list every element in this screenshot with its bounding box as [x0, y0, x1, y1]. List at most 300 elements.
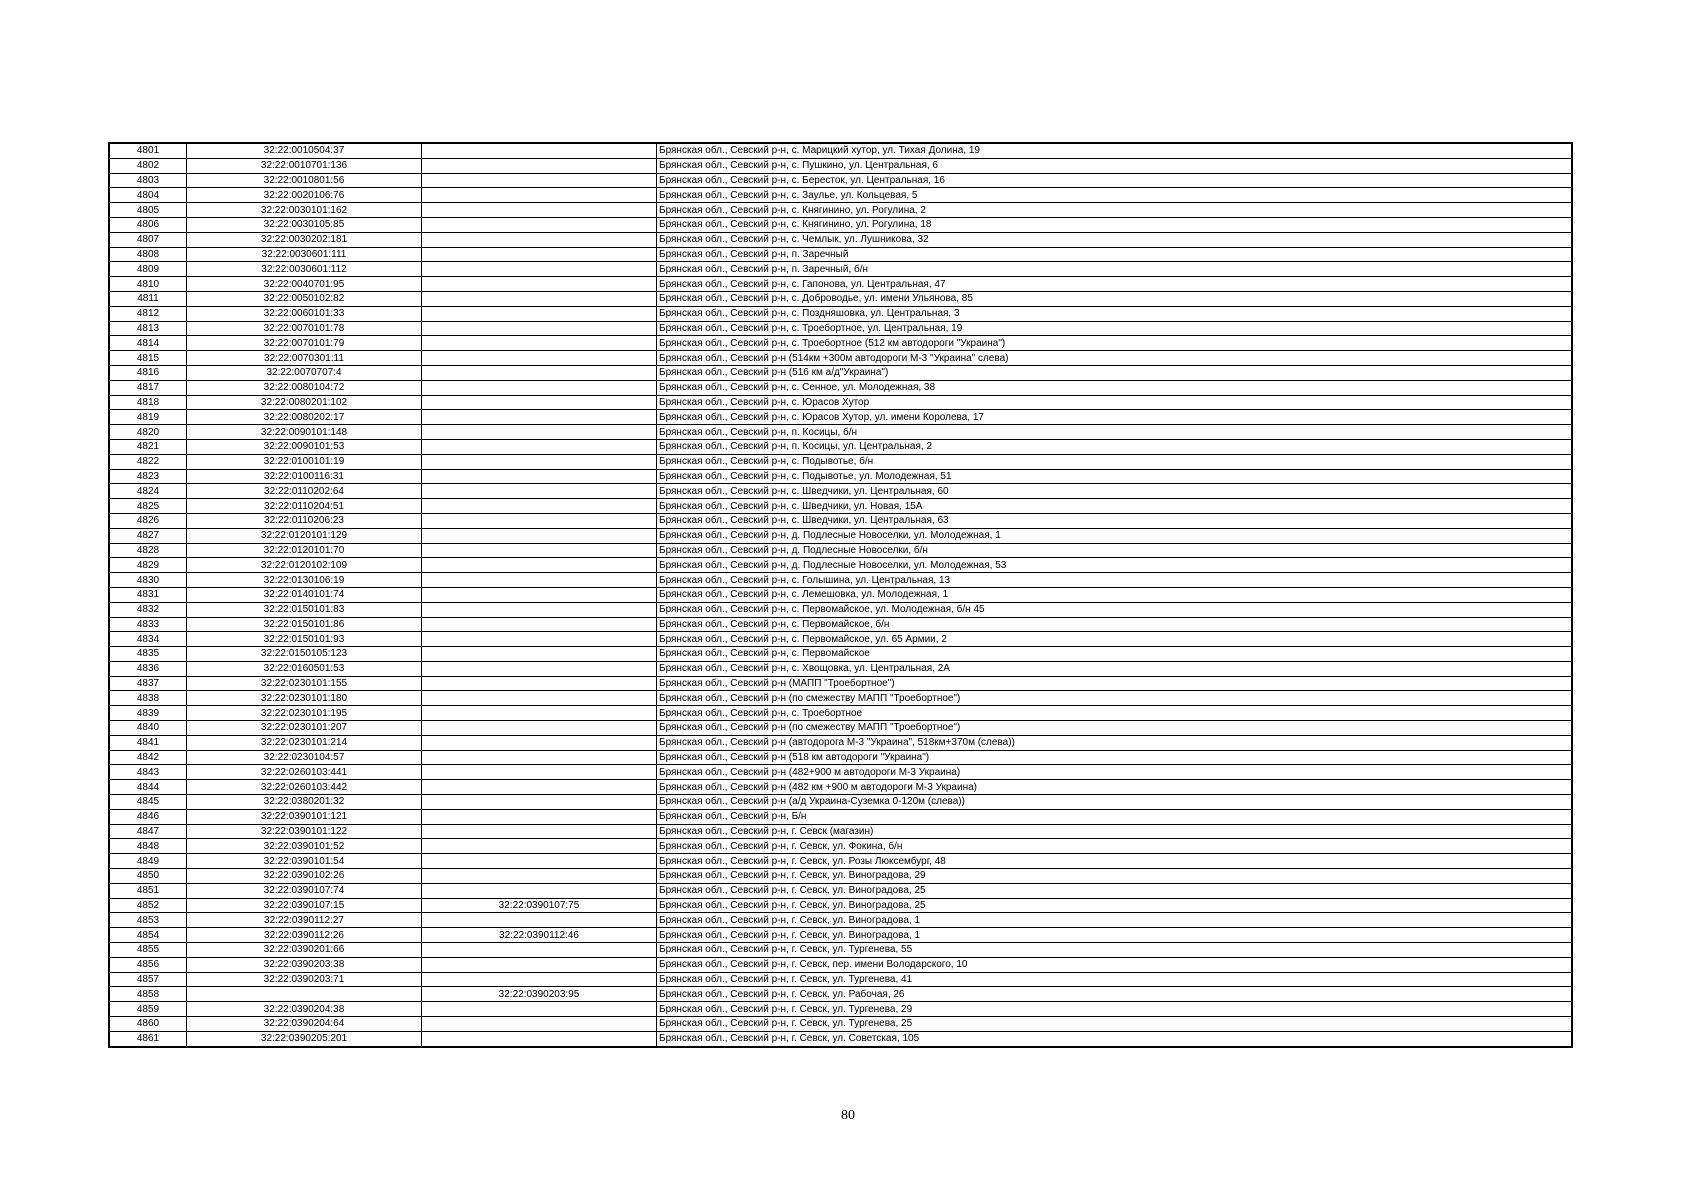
table-row [110, 425, 1572, 440]
cadastral-number-cell: 32:22:0390107:15 [187, 898, 422, 913]
table-row [110, 380, 1572, 395]
table-row [110, 351, 1572, 366]
secondary-cadastral-number-cell [422, 188, 657, 203]
secondary-cadastral-number-cell [422, 750, 657, 765]
cadastral-number-cell: 32:22:0120101:129 [187, 528, 422, 543]
table-row [110, 869, 1572, 884]
row-number-cell: 4844 [110, 780, 187, 795]
secondary-cadastral-number-cell [422, 543, 657, 558]
cadastral-number-cell: 32:22:0390203:38 [187, 957, 422, 972]
address-cell: Брянская обл., Севский р-н (516 км а/д"Украина") [657, 365, 1572, 380]
address-cell: Брянская обл., Севский р-н, с. Лемешовка, ул. Молодежная, 1 [657, 587, 1572, 602]
address-cell: Брянская обл., Севский р-н, с. Троебортное (512 км автодороги "Украина") [657, 336, 1572, 351]
cadastral-number-cell: 32:22:0110206:23 [187, 513, 422, 528]
address-cell: Брянская обл., Севский р-н, с. Марицкий хутор, ул. Тихая Долина, 19 [657, 144, 1572, 159]
address-cell: Брянская обл., Севский р-н (по смежеству МАПП "Троебортное") [657, 691, 1572, 706]
row-number-cell: 4856 [110, 957, 187, 972]
table-row [110, 336, 1572, 351]
row-number-cell: 4838 [110, 691, 187, 706]
address-cell: Брянская обл., Севский р-н (автодорога М-3 "Украина", 518км+370м (слева)) [657, 735, 1572, 750]
table-row [110, 306, 1572, 321]
row-number-cell: 4860 [110, 1017, 187, 1032]
secondary-cadastral-number-cell [422, 499, 657, 514]
row-number-cell: 4847 [110, 824, 187, 839]
row-number-cell: 4819 [110, 410, 187, 425]
address-cell: Брянская обл., Севский р-н, Б/н [657, 809, 1572, 824]
table-row [110, 1031, 1572, 1046]
cadastral-number-cell: 32:22:0390112:27 [187, 913, 422, 928]
address-cell: Брянская обл., Севский р-н, с. Первомайское, ул. Молодежная, б/н 45 [657, 602, 1572, 617]
address-cell: Брянская обл., Севский р-н, п. Заречный, б/н [657, 262, 1572, 277]
registry-table-body [110, 144, 1572, 1047]
secondary-cadastral-number-cell: 32:22:0390107:75 [422, 898, 657, 913]
secondary-cadastral-number-cell [422, 943, 657, 958]
cadastral-number-cell: 32:22:0080201:102 [187, 395, 422, 410]
cadastral-number-cell: 32:22:0030101:162 [187, 203, 422, 218]
table-row [110, 824, 1572, 839]
table-row [110, 513, 1572, 528]
cadastral-number-cell: 32:22:0230101:155 [187, 676, 422, 691]
cadastral-number-cell: 32:22:0260103:442 [187, 780, 422, 795]
row-number-cell: 4836 [110, 661, 187, 676]
table-row [110, 883, 1572, 898]
table-row [110, 1017, 1572, 1032]
secondary-cadastral-number-cell [422, 1002, 657, 1017]
address-cell: Брянская обл., Севский р-н, г. Севск, ул. Виноградова, 25 [657, 883, 1572, 898]
table-row [110, 365, 1572, 380]
table-row [110, 795, 1572, 810]
address-cell: Брянская обл., Севский р-н, с. Шведчики, ул. Центральная, 60 [657, 484, 1572, 499]
table-row [110, 987, 1572, 1002]
address-cell: Брянская обл., Севский р-н, с. Юрасов Хутор [657, 395, 1572, 410]
cadastral-number-cell: 32:22:0030202:181 [187, 232, 422, 247]
row-number-cell: 4811 [110, 291, 187, 306]
table-row [110, 499, 1572, 514]
secondary-cadastral-number-cell [422, 824, 657, 839]
cadastral-number-cell: 32:22:0130106:19 [187, 573, 422, 588]
table-row [110, 291, 1572, 306]
cadastral-number-cell: 32:22:0390201:66 [187, 943, 422, 958]
secondary-cadastral-number-cell [422, 158, 657, 173]
address-cell: Брянская обл., Севский р-н, г. Севск, ул. Виноградова, 29 [657, 869, 1572, 884]
secondary-cadastral-number-cell [422, 277, 657, 292]
cadastral-number-cell: 32:22:0380201:32 [187, 795, 422, 810]
table-row [110, 277, 1572, 292]
row-number-cell: 4820 [110, 425, 187, 440]
address-cell: Брянская обл., Севский р-н, с. Гапонова, ул. Центральная, 47 [657, 277, 1572, 292]
cadastral-number-cell: 32:22:0150105:123 [187, 647, 422, 662]
row-number-cell: 4857 [110, 972, 187, 987]
cadastral-number-cell: 32:22:0390204:64 [187, 1017, 422, 1032]
row-number-cell: 4801 [110, 144, 187, 159]
secondary-cadastral-number-cell [422, 1031, 657, 1046]
secondary-cadastral-number-cell [422, 454, 657, 469]
address-cell: Брянская обл., Севский р-н, д. Подлесные Новоселки, ул. Молодежная, 53 [657, 558, 1572, 573]
row-number-cell: 4852 [110, 898, 187, 913]
address-cell: Брянская обл., Севский р-н (482+900 м автодороги М-3 Украина) [657, 765, 1572, 780]
address-cell: Брянская обл., Севский р-н, г. Севск, ул. Тургенева, 55 [657, 943, 1572, 958]
row-number-cell: 4834 [110, 632, 187, 647]
address-cell: Брянская обл., Севский р-н, с. Хвощовка, ул. Центральная, 2А [657, 661, 1572, 676]
secondary-cadastral-number-cell [422, 558, 657, 573]
address-cell: Брянская обл., Севский р-н, д. Подлесные Новоселки, ул. Молодежная, 1 [657, 528, 1572, 543]
table-row [110, 454, 1572, 469]
cadastral-number-cell: 32:22:0070707:4 [187, 365, 422, 380]
address-cell: Брянская обл., Севский р-н (по смежеству МАПП "Троебортное") [657, 721, 1572, 736]
row-number-cell: 4843 [110, 765, 187, 780]
row-number-cell: 4839 [110, 706, 187, 721]
address-cell: Брянская обл., Севский р-н, г. Севск, ул. Фокина, б/н [657, 839, 1572, 854]
row-number-cell: 4859 [110, 1002, 187, 1017]
table-row [110, 439, 1572, 454]
address-cell: Брянская обл., Севский р-н, с. Сенное, ул. Молодежная, 38 [657, 380, 1572, 395]
address-cell: Брянская обл., Севский р-н, г. Севск, ул. Тургенева, 25 [657, 1017, 1572, 1032]
table-row [110, 573, 1572, 588]
cadastral-number-cell: 32:22:0010504:37 [187, 144, 422, 159]
table-row [110, 144, 1572, 159]
address-cell: Брянская обл., Севский р-н, г. Севск, ул. Виноградова, 1 [657, 928, 1572, 943]
secondary-cadastral-number-cell [422, 587, 657, 602]
table-row [110, 158, 1572, 173]
cadastral-number-cell: 32:22:0030601:111 [187, 247, 422, 262]
cadastral-number-cell: 32:22:0390204:38 [187, 1002, 422, 1017]
address-cell: Брянская обл., Севский р-н, с. Первомайское, ул. 65 Армии, 2 [657, 632, 1572, 647]
table-row [110, 943, 1572, 958]
table-row [110, 587, 1572, 602]
cadastral-number-cell: 32:22:0150101:93 [187, 632, 422, 647]
secondary-cadastral-number-cell [422, 217, 657, 232]
table-row [110, 928, 1572, 943]
secondary-cadastral-number-cell [422, 336, 657, 351]
secondary-cadastral-number-cell [422, 869, 657, 884]
secondary-cadastral-number-cell [422, 410, 657, 425]
table-row [110, 780, 1572, 795]
cadastral-number-cell: 32:22:0390101:52 [187, 839, 422, 854]
row-number-cell: 4841 [110, 735, 187, 750]
address-cell: Брянская обл., Севский р-н, с. Заулье, ул. Кольцевая, 5 [657, 188, 1572, 203]
cadastral-number-cell: 32:22:0230101:180 [187, 691, 422, 706]
cadastral-number-cell: 32:22:0110204:51 [187, 499, 422, 514]
address-cell: Брянская обл., Севский р-н, с. Бересток, ул. Центральная, 16 [657, 173, 1572, 188]
cadastral-number-cell: 32:22:0390107:74 [187, 883, 422, 898]
secondary-cadastral-number-cell [422, 883, 657, 898]
row-number-cell: 4854 [110, 928, 187, 943]
address-cell: Брянская обл., Севский р-н, п. Заречный [657, 247, 1572, 262]
cadastral-number-cell: 32:22:0090101:53 [187, 439, 422, 454]
secondary-cadastral-number-cell [422, 691, 657, 706]
row-number-cell: 4853 [110, 913, 187, 928]
address-cell: Брянская обл., Севский р-н, с. Шведчики, ул. Центральная, 63 [657, 513, 1572, 528]
secondary-cadastral-number-cell [422, 484, 657, 499]
row-number-cell: 4810 [110, 277, 187, 292]
table-row [110, 1002, 1572, 1017]
cadastral-number-cell: 32:22:0010701:136 [187, 158, 422, 173]
secondary-cadastral-number-cell [422, 439, 657, 454]
secondary-cadastral-number-cell [422, 780, 657, 795]
row-number-cell: 4807 [110, 232, 187, 247]
secondary-cadastral-number-cell [422, 395, 657, 410]
secondary-cadastral-number-cell [422, 144, 657, 159]
table-row [110, 602, 1572, 617]
cadastral-number-cell: 32:22:0140101:74 [187, 587, 422, 602]
cadastral-number-cell: 32:22:0120102:109 [187, 558, 422, 573]
address-cell: Брянская обл., Севский р-н, с. Первомайское [657, 647, 1572, 662]
row-number-cell: 4846 [110, 809, 187, 824]
address-cell: Брянская обл., Севский р-н, с. Троебортное, ул. Центральная, 19 [657, 321, 1572, 336]
cadastral-number-cell: 32:22:0080202:17 [187, 410, 422, 425]
secondary-cadastral-number-cell [422, 513, 657, 528]
address-cell: Брянская обл., Севский р-н, г. Севск, ул. Тургенева, 41 [657, 972, 1572, 987]
address-cell: Брянская обл., Севский р-н, с. Троебортное [657, 706, 1572, 721]
table-row [110, 217, 1572, 232]
secondary-cadastral-number-cell [422, 232, 657, 247]
row-number-cell: 4813 [110, 321, 187, 336]
row-number-cell: 4826 [110, 513, 187, 528]
row-number-cell: 4842 [110, 750, 187, 765]
cadastral-number-cell: 32:22:0100101:19 [187, 454, 422, 469]
row-number-cell: 4831 [110, 587, 187, 602]
address-cell: Брянская обл., Севский р-н, с. Пушкино, ул. Центральная, 6 [657, 158, 1572, 173]
address-cell: Брянская обл., Севский р-н, с. Голышина, ул. Центральная, 13 [657, 573, 1572, 588]
secondary-cadastral-number-cell [422, 913, 657, 928]
row-number-cell: 4804 [110, 188, 187, 203]
secondary-cadastral-number-cell [422, 528, 657, 543]
address-cell: Брянская обл., Севский р-н, г. Севск, ул. Виноградова, 25 [657, 898, 1572, 913]
table-row [110, 913, 1572, 928]
table-row [110, 676, 1572, 691]
table-row [110, 721, 1572, 736]
secondary-cadastral-number-cell [422, 676, 657, 691]
secondary-cadastral-number-cell [422, 854, 657, 869]
page-number: 80 [841, 1108, 855, 1123]
row-number-cell: 4861 [110, 1031, 187, 1046]
table-row [110, 632, 1572, 647]
secondary-cadastral-number-cell [422, 321, 657, 336]
row-number-cell: 4803 [110, 173, 187, 188]
row-number-cell: 4806 [110, 217, 187, 232]
cadastral-number-cell: 32:22:0100116:31 [187, 469, 422, 484]
cadastral-number-cell: 32:22:0390205:201 [187, 1031, 422, 1046]
secondary-cadastral-number-cell [422, 602, 657, 617]
table-row [110, 173, 1572, 188]
cadastral-number-cell: 32:22:0060101:33 [187, 306, 422, 321]
cadastral-number-cell: 32:22:0230101:214 [187, 735, 422, 750]
address-cell: Брянская обл., Севский р-н, с. Юрасов Хутор, ул. имени Королева, 17 [657, 410, 1572, 425]
row-number-cell: 4824 [110, 484, 187, 499]
address-cell: Брянская обл., Севский р-н, г. Севск, ул. Рабочая, 26 [657, 987, 1572, 1002]
cadastral-number-cell: 32:22:0030601:112 [187, 262, 422, 277]
cadastral-number-cell: 32:22:0010801:56 [187, 173, 422, 188]
secondary-cadastral-number-cell [422, 351, 657, 366]
cadastral-number-cell: 32:22:0150101:86 [187, 617, 422, 632]
table-row [110, 706, 1572, 721]
table-row [110, 898, 1572, 913]
table-row [110, 691, 1572, 706]
table-row [110, 395, 1572, 410]
table-row [110, 558, 1572, 573]
address-cell: Брянская обл., Севский р-н, с. Шведчики, ул. Новая, 15А [657, 499, 1572, 514]
cadastral-number-cell: 32:22:0120101:70 [187, 543, 422, 558]
row-number-cell: 4825 [110, 499, 187, 514]
address-cell: Брянская обл., Севский р-н, г. Севск, ул. Тургенева, 29 [657, 1002, 1572, 1017]
cadastral-number-cell: 32:22:0070101:79 [187, 336, 422, 351]
address-cell: Брянская обл., Севский р-н (514км +300м автодороги М-3 "Украина" слева) [657, 351, 1572, 366]
row-number-cell: 4815 [110, 351, 187, 366]
table-row [110, 750, 1572, 765]
address-cell: Брянская обл., Севский р-н, с. Первомайское, б/н [657, 617, 1572, 632]
address-cell: Брянская обл., Севский р-н, д. Подлесные Новоселки, б/н [657, 543, 1572, 558]
table-row [110, 765, 1572, 780]
table-row [110, 735, 1572, 750]
address-cell: Брянская обл., Севский р-н (482 км +900 м автодороги М-3 Украина) [657, 780, 1572, 795]
table-row [110, 661, 1572, 676]
address-cell: Брянская обл., Севский р-н, г. Севск, пер. имени Володарского, 10 [657, 957, 1572, 972]
row-number-cell: 4805 [110, 203, 187, 218]
secondary-cadastral-number-cell [422, 573, 657, 588]
table-row [110, 484, 1572, 499]
table-row [110, 854, 1572, 869]
row-number-cell: 4829 [110, 558, 187, 573]
secondary-cadastral-number-cell [422, 661, 657, 676]
address-cell: Брянская обл., Севский р-н, с. Поздняшовка, ул. Центральная, 3 [657, 306, 1572, 321]
address-cell: Брянская обл., Севский р-н (а/д Украина-Суземка 0-120м (слева)) [657, 795, 1572, 810]
address-cell: Брянская обл., Севский р-н (518 км автодороги "Украина") [657, 750, 1572, 765]
cadastral-number-cell: 32:22:0090101:148 [187, 425, 422, 440]
secondary-cadastral-number-cell [422, 957, 657, 972]
row-number-cell: 4802 [110, 158, 187, 173]
secondary-cadastral-number-cell [422, 262, 657, 277]
secondary-cadastral-number-cell [422, 291, 657, 306]
table-row [110, 839, 1572, 854]
cadastral-number-cell: 32:22:0390101:121 [187, 809, 422, 824]
secondary-cadastral-number-cell: 32:22:0390112:46 [422, 928, 657, 943]
table-row [110, 543, 1572, 558]
table-row [110, 203, 1572, 218]
row-number-cell: 4858 [110, 987, 187, 1002]
cadastral-number-cell: 32:22:0150101:83 [187, 602, 422, 617]
address-cell: Брянская обл., Севский р-н, г. Севск, ул. Розы Люксембург, 48 [657, 854, 1572, 869]
table-row [110, 647, 1572, 662]
table-row [110, 188, 1572, 203]
secondary-cadastral-number-cell [422, 795, 657, 810]
cadastral-number-cell: 32:22:0260103:441 [187, 765, 422, 780]
table-row [110, 528, 1572, 543]
row-number-cell: 4809 [110, 262, 187, 277]
secondary-cadastral-number-cell [422, 839, 657, 854]
secondary-cadastral-number-cell [422, 247, 657, 262]
row-number-cell: 4830 [110, 573, 187, 588]
cadastral-number-cell: 32:22:0080104:72 [187, 380, 422, 395]
table-row [110, 232, 1572, 247]
row-number-cell: 4832 [110, 602, 187, 617]
cadastral-number-cell: 32:22:0020106:76 [187, 188, 422, 203]
cadastral-number-cell: 32:22:0230101:195 [187, 706, 422, 721]
cadastral-number-cell: 32:22:0230104:57 [187, 750, 422, 765]
secondary-cadastral-number-cell [422, 425, 657, 440]
cadastral-number-cell: 32:22:0110202:64 [187, 484, 422, 499]
secondary-cadastral-number-cell [422, 306, 657, 321]
cadastral-number-cell: 32:22:0390112:26 [187, 928, 422, 943]
address-cell: Брянская обл., Севский р-н, с. Подывотье, ул. Молодежная, 51 [657, 469, 1572, 484]
secondary-cadastral-number-cell: 32:22:0390203:95 [422, 987, 657, 1002]
secondary-cadastral-number-cell [422, 203, 657, 218]
cadastral-number-cell [187, 987, 422, 1002]
table-row [110, 957, 1572, 972]
secondary-cadastral-number-cell [422, 706, 657, 721]
cadastral-number-cell: 32:22:0040701:95 [187, 277, 422, 292]
table-row [110, 972, 1572, 987]
row-number-cell: 4821 [110, 439, 187, 454]
address-cell: Брянская обл., Севский р-н, с. Княгинино, ул. Рогулина, 2 [657, 203, 1572, 218]
row-number-cell: 4817 [110, 380, 187, 395]
secondary-cadastral-number-cell [422, 972, 657, 987]
cadastral-number-cell: 32:22:0030105:85 [187, 217, 422, 232]
row-number-cell: 4833 [110, 617, 187, 632]
address-cell: Брянская обл., Севский р-н, г. Севск, ул. Советская, 105 [657, 1031, 1572, 1046]
cadastral-number-cell: 32:22:0230101:207 [187, 721, 422, 736]
row-number-cell: 4827 [110, 528, 187, 543]
address-cell: Брянская обл., Севский р-н, с. Подывотье, б/н [657, 454, 1572, 469]
row-number-cell: 4855 [110, 943, 187, 958]
address-cell: Брянская обл., Севский р-н, п. Косицы, ул. Центральная, 2 [657, 439, 1572, 454]
cadastral-number-cell: 32:22:0050102:82 [187, 291, 422, 306]
cadastral-number-cell: 32:22:0390101:54 [187, 854, 422, 869]
row-number-cell: 4808 [110, 247, 187, 262]
row-number-cell: 4818 [110, 395, 187, 410]
row-number-cell: 4816 [110, 365, 187, 380]
row-number-cell: 4814 [110, 336, 187, 351]
row-number-cell: 4851 [110, 883, 187, 898]
row-number-cell: 4848 [110, 839, 187, 854]
cadastral-number-cell: 32:22:0390203:71 [187, 972, 422, 987]
table-row [110, 262, 1572, 277]
secondary-cadastral-number-cell [422, 721, 657, 736]
row-number-cell: 4812 [110, 306, 187, 321]
secondary-cadastral-number-cell [422, 809, 657, 824]
table-row [110, 617, 1572, 632]
row-number-cell: 4823 [110, 469, 187, 484]
cadastral-number-cell: 32:22:0070301:11 [187, 351, 422, 366]
address-cell: Брянская обл., Севский р-н, п. Косицы, б/н [657, 425, 1572, 440]
table-row [110, 410, 1572, 425]
cadastral-number-cell: 32:22:0160501:53 [187, 661, 422, 676]
address-cell: Брянская обл., Севский р-н, с. Чемлык, ул. Лушникова, 32 [657, 232, 1572, 247]
table-row [110, 469, 1572, 484]
row-number-cell: 4828 [110, 543, 187, 558]
table-row [110, 809, 1572, 824]
secondary-cadastral-number-cell [422, 735, 657, 750]
secondary-cadastral-number-cell [422, 1017, 657, 1032]
row-number-cell: 4850 [110, 869, 187, 884]
cadastral-number-cell: 32:22:0390102:26 [187, 869, 422, 884]
row-number-cell: 4840 [110, 721, 187, 736]
secondary-cadastral-number-cell [422, 617, 657, 632]
address-cell: Брянская обл., Севский р-н, с. Княгинино, ул. Рогулина, 18 [657, 217, 1572, 232]
secondary-cadastral-number-cell [422, 632, 657, 647]
table-row [110, 247, 1572, 262]
address-cell: Брянская обл., Севский р-н, г. Севск (магазин) [657, 824, 1572, 839]
secondary-cadastral-number-cell [422, 469, 657, 484]
cadastral-number-cell: 32:22:0070101:78 [187, 321, 422, 336]
row-number-cell: 4835 [110, 647, 187, 662]
secondary-cadastral-number-cell [422, 765, 657, 780]
secondary-cadastral-number-cell [422, 647, 657, 662]
row-number-cell: 4822 [110, 454, 187, 469]
secondary-cadastral-number-cell [422, 380, 657, 395]
row-number-cell: 4845 [110, 795, 187, 810]
table-row [110, 321, 1572, 336]
registry-table [109, 143, 1572, 1047]
